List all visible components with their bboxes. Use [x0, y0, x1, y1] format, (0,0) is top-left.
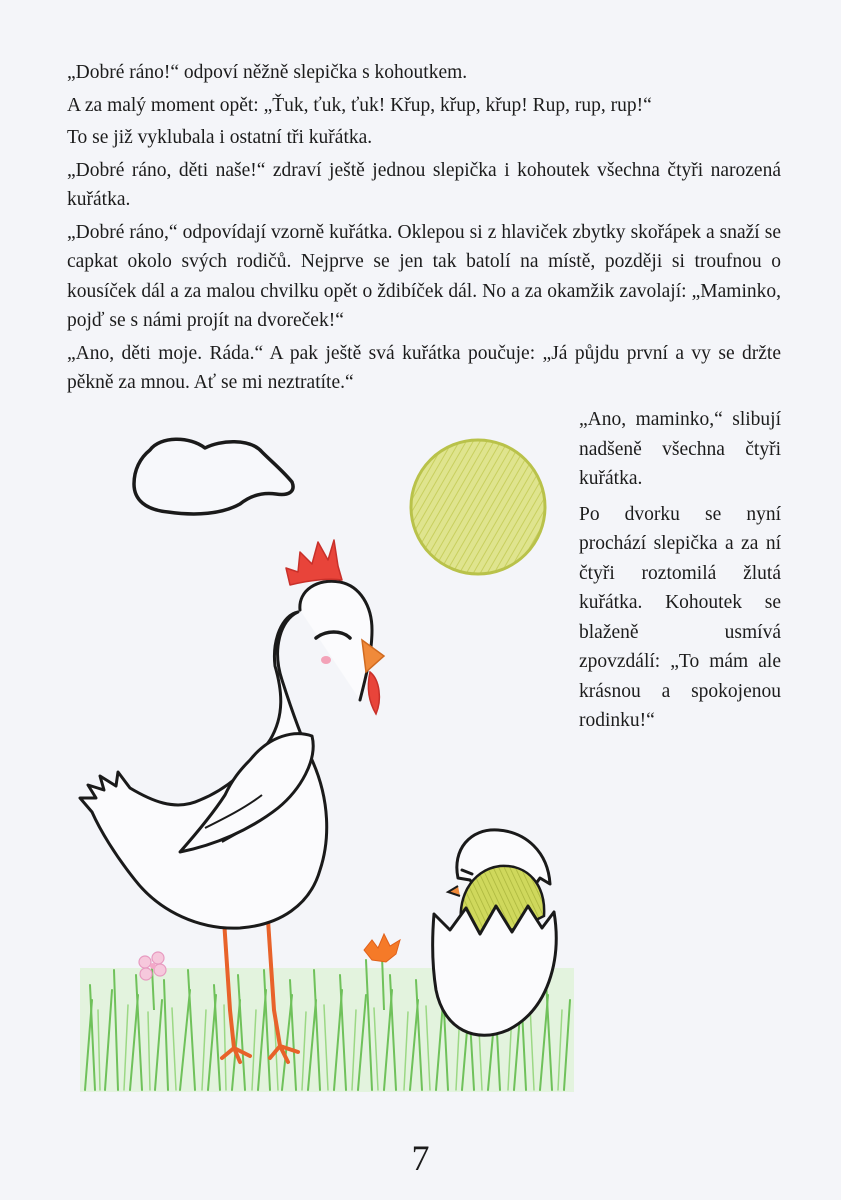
paragraph-5: „Dobré ráno,“ odpovídají vzorně kuřátka. Oklepou si z hlaviček zbytky skořápek a snaží se capkat okolo svých rodičů. Nejprve se jen tak batolí na místě, později si troufnou o kousíček dál a za malou chvilku opět o ždibíček dál. No a za okamžik zavolají: „Maminko, pojď se s námi projít na dvoreček!“	[67, 221, 781, 331]
hen-cheek-icon	[321, 656, 331, 664]
side-paragraph-2: Po dvorku se nyní prochází slepička a za ní čtyři roztomilá žlutá kuřátka. Kohoutek se blaženě usmívá zpovzdálí: „To mám ale krásnou a spokojenou rodinku!“	[579, 503, 781, 731]
sun-drawing	[411, 440, 545, 574]
side-paragraph-1: „Ano, maminko,“ slibují nadšeně všechna čtyři kuřátka.	[579, 409, 781, 489]
cloud-drawing	[134, 439, 293, 514]
hen-comb-icon	[286, 540, 342, 585]
paragraph-6: „Ano, děti moje. Ráda.“ A pak ještě svá kuřátka poučuje: „Já půjdu první a vy se držte pěkně za mnou. Ať se mi neztratíte.“	[67, 342, 781, 393]
hen-wattle-icon	[368, 672, 379, 714]
paragraph-2: A za malý moment opět: „Ťuk, ťuk, ťuk! Křup, křup, křup! Rup, rup, rup!“	[67, 94, 652, 116]
page-number: 7	[411, 1138, 430, 1178]
paragraph-1: „Dobré ráno!“ odpoví něžně slepička s kohoutkem.	[67, 62, 468, 83]
paragraph-3: To se již vyklubala i ostatní tři kuřátka.	[67, 127, 373, 148]
hen-head-drawing	[300, 581, 372, 700]
chick-in-egg-drawing	[433, 830, 556, 1035]
hen-beak-icon	[362, 640, 384, 672]
paragraph-4: „Dobré ráno, děti naše!“ zdraví ještě jednou slepička i kohoutek všechna čtyři narozená kuřátka.	[67, 159, 781, 210]
